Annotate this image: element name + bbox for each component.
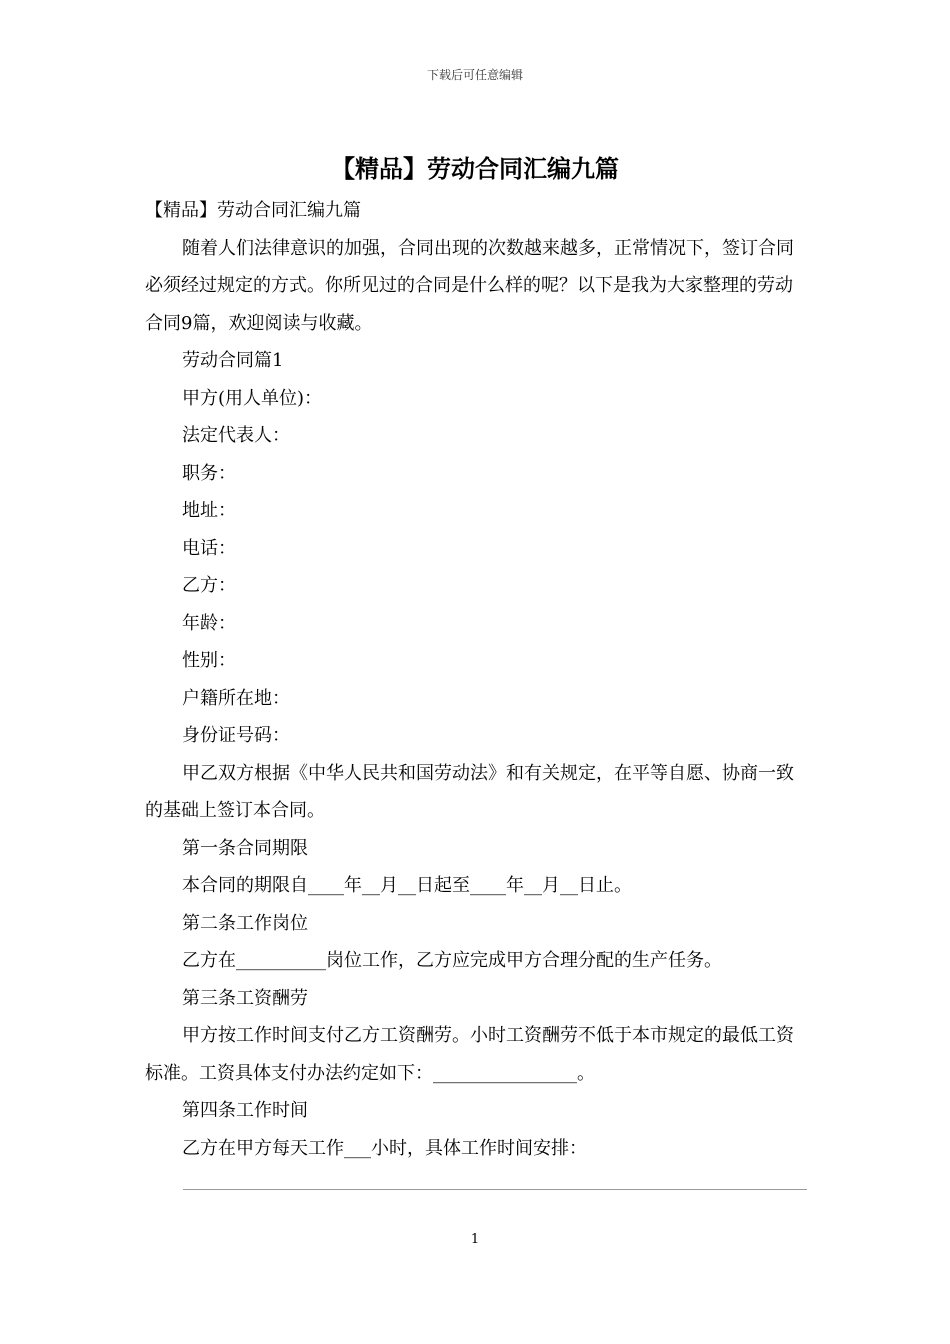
article3-title: 第三条工资酬劳 <box>182 987 308 1009</box>
party-b-field: 乙方： <box>182 575 236 596</box>
household-field: 户籍所在地： <box>182 687 290 709</box>
article4-title: 第四条工作时间 <box>182 1100 308 1121</box>
article2-body: 乙方在__________岗位工作，乙方应完成甲方合理分配的生产任务。 <box>182 950 722 971</box>
article2-title: 第二条工作岗位 <box>182 912 308 934</box>
legal-rep-field: 法定代表人： <box>182 425 290 446</box>
article1-body: 本合同的期限自____年__月__日起至____年__月__日止。 <box>182 875 632 896</box>
document-title: 【精品】劳动合同汇编九篇 <box>331 155 619 183</box>
page-number: 1 <box>470 1232 480 1247</box>
id-number-field: 身份证号码： <box>182 725 290 746</box>
document-subtitle: 【精品】劳动合同汇编九篇 <box>145 200 361 221</box>
document-body <box>145 192 807 1167</box>
phone-field: 电话： <box>182 537 236 559</box>
article4-body: 乙方在甲方每天工作___小时，具体工作时间安排： <box>182 1137 587 1159</box>
page-header: 下载后可任意编辑 <box>426 68 523 82</box>
age-field: 年龄： <box>182 612 236 634</box>
agreement-paragraph: 甲乙双方根据《中华人民共和国劳动法》和有关规定，在平等自愿、协商一致的基础上签订本合同。 <box>145 762 794 821</box>
address-field: 地址： <box>182 500 236 521</box>
party-a-field: 甲方(用人单位)： <box>182 387 323 409</box>
article1-title: 第一条合同期限 <box>182 837 308 859</box>
intro-paragraph: 随着人们法律意识的加强，合同出现的次数越来越多，正常情况下，签订合同必须经过规定的方式。你所见过的合同是什么样的呢？以下是我为大家整理的劳动合同9篇，欢迎阅读与收藏。 <box>145 237 794 334</box>
gender-field: 性别： <box>182 650 236 671</box>
position-field: 职务： <box>182 462 236 484</box>
blank-line-rule <box>183 1189 807 1190</box>
article3-body: 甲方按工作时间支付乙方工资酬劳。小时工资酬劳不低于本市规定的最低工资标准。工资具体支付办法约定如下：________________。 <box>145 1025 794 1084</box>
section-title: 劳动合同篇1 <box>182 350 284 371</box>
